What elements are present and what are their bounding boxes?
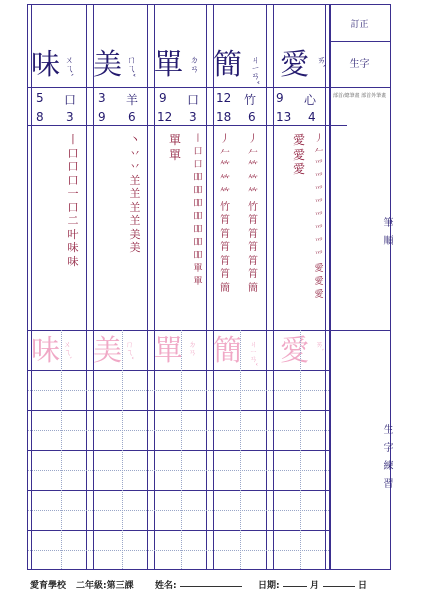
side-column-border: [329, 5, 331, 569]
day-label: 日: [358, 581, 368, 591]
zhuyin: ㄉㄢ: [188, 55, 198, 73]
side-divider: [329, 41, 390, 42]
column-border: [93, 5, 148, 569]
total-strokes: 12: [157, 110, 173, 124]
extra-strokes: 6: [128, 110, 136, 124]
radical-strokes: 9: [276, 91, 284, 105]
correction-label: 訂正: [350, 20, 369, 30]
practice-row-line: [28, 370, 329, 371]
stroke-order: 丶 丷 丷 𦍌 𦍌 𦍌 𦍌 美 美: [129, 133, 141, 254]
practice-row-line: [28, 450, 329, 451]
char-big: 單: [154, 47, 184, 81]
trace-char: 美: [93, 333, 123, 367]
zhuyin: ㄐㄧㄢˇ: [249, 55, 259, 85]
trace-char: 愛: [280, 333, 310, 367]
extra-strokes: 3: [66, 110, 74, 124]
char-big: 愛: [280, 47, 310, 81]
char-big: 味: [31, 47, 61, 81]
name-field[interactable]: [180, 578, 242, 587]
total-strokes: 18: [216, 110, 232, 124]
practice-center-line: [181, 330, 182, 569]
column-border: [31, 5, 87, 569]
trace-zhuyin: ㄨㄟˋ: [63, 340, 72, 360]
stroke-order: 丨 口 口 口一 口二 叶 味 味: [67, 133, 79, 268]
practice-dotted-line: [28, 470, 329, 471]
practice-row-line: [28, 490, 329, 491]
practice-dotted-line: [28, 390, 329, 391]
date-field[interactable]: [283, 578, 307, 587]
worksheet-frame: [27, 4, 391, 570]
char-big: 美: [93, 47, 123, 81]
practice-row-line: [28, 530, 329, 531]
practice-center-line: [122, 330, 123, 569]
practice-center-line: [240, 330, 241, 569]
radical: 竹: [244, 93, 257, 107]
trace-zhuyin: ㄇㄟˇ: [125, 340, 134, 360]
stroke-order-a: 丿 𠂉 𥫗 𥫗 𥫗 竹 筲 筲 筲 筲 筲 簡: [220, 134, 230, 294]
school-name: 愛育學校: [30, 581, 67, 591]
stroke-order-b: 丿 𠂉 𥫗 𥫗 𥫗 竹 筲 筲 筲 筲 筲 簡: [248, 134, 258, 294]
zhuyin: ㄨㄟˋ: [63, 55, 73, 78]
zhuyin: ㄇㄟˇ: [125, 55, 135, 78]
extra-strokes: 3: [189, 110, 197, 124]
char-column-2: [90, 5, 151, 569]
total-strokes: 9: [98, 110, 106, 124]
example-words: 單 單: [169, 133, 182, 162]
practice-label: 生字練習: [381, 424, 392, 496]
trace-zhuyin: ㄐㄧㄢˇ: [249, 340, 258, 367]
practice-center-line: [61, 330, 62, 569]
total-strokes: 13: [276, 110, 292, 124]
trace-char: 味: [31, 333, 61, 367]
count-header: 部首/總筆畫 部首外筆畫: [332, 93, 387, 99]
trace-char: 簡: [213, 333, 243, 367]
radical-strokes: 12: [216, 91, 232, 105]
stroke-order: 丿 𠂉 爫 爫 爫 爫 爫 爫 爫 爫 愛 愛 愛: [314, 134, 324, 300]
stroke-order-label: 筆順: [381, 217, 392, 253]
trace-zhuyin: ㄉㄢ: [188, 340, 197, 356]
trace-char: 單: [154, 333, 184, 367]
extra-strokes: 4: [308, 110, 316, 124]
total-strokes: 8: [36, 110, 44, 124]
new-chars-label: 生字: [349, 59, 370, 70]
radical: 口: [64, 93, 77, 107]
extra-strokes: 6: [248, 110, 256, 124]
practice-row-line: [28, 410, 329, 411]
practice-center-line: [300, 330, 301, 569]
char-big: 簡: [213, 47, 243, 81]
grade-lesson: 二年級:第三課: [76, 581, 134, 591]
radical-strokes: 9: [159, 91, 167, 105]
radical-strokes: 3: [98, 91, 106, 105]
trace-zhuyin: ㄞˋ: [315, 340, 324, 352]
example-words: 愛愛 愛: [292, 133, 305, 176]
radical: 口: [187, 93, 200, 107]
radical-strokes: 5: [36, 91, 44, 105]
day-field[interactable]: [323, 578, 355, 587]
practice-dotted-line: [28, 510, 329, 511]
date-label: 日期:: [258, 581, 280, 591]
name-label: 姓名:: [155, 581, 177, 591]
radical: 心: [304, 93, 317, 107]
practice-dotted-line: [28, 430, 329, 431]
zhuyin: ㄞˋ: [315, 55, 325, 69]
radical: 羊: [126, 93, 139, 107]
practice-dotted-line: [28, 550, 329, 551]
stroke-order: 丨 口 口 吅 吅 吅 吅 吅 吅 吅 單 單: [193, 134, 203, 287]
char-column-1: [28, 5, 90, 569]
month-label: 月: [310, 581, 320, 591]
